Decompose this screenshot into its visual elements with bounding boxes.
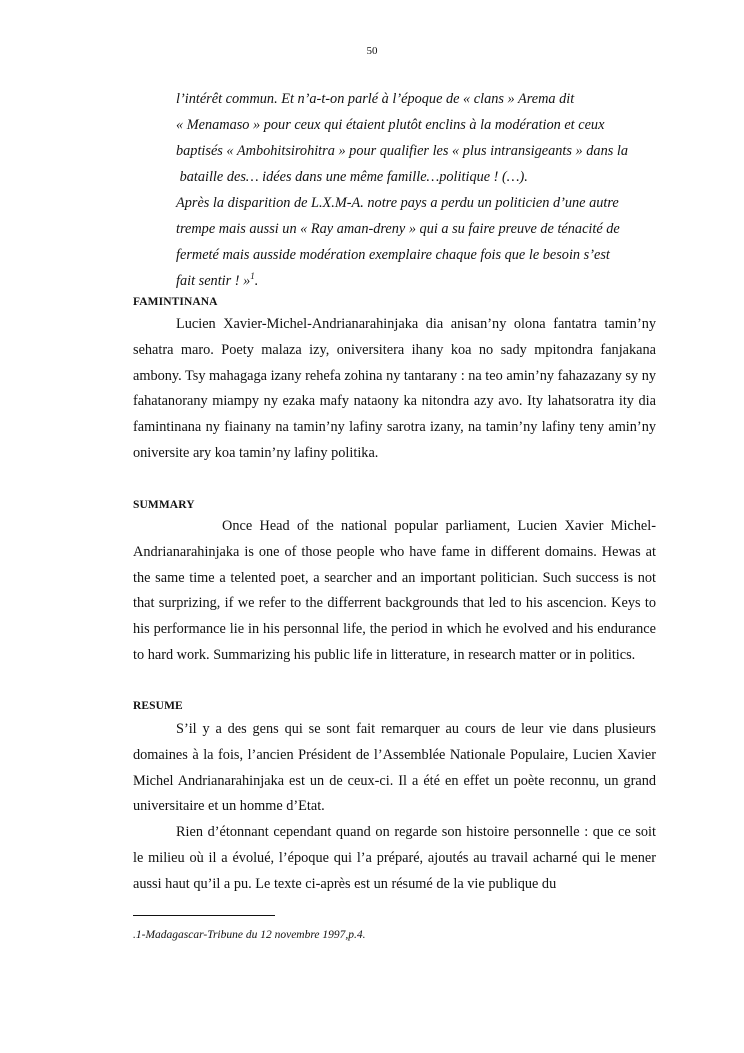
quote-last-line xyxy=(176,268,660,294)
quote-line: fermeté mais ausside modération exemplaire chaque fois que le besoin s’est xyxy=(176,247,610,263)
footnote-separator xyxy=(133,915,275,916)
summary-heading: SUMMARY xyxy=(133,499,195,511)
quote-line: l’intérêt commun. Et n’a-t-on parlé à l’époque de « clans » Arema dit xyxy=(176,91,575,107)
quotation-block xyxy=(176,86,660,294)
quote-last-line-text: fait sentir ! » xyxy=(176,273,251,289)
footnote-reference: 1 xyxy=(250,271,255,282)
quote-line: « Menamaso » pour ceux qui étaient plutôt enclins à la modération et ceux xyxy=(176,117,605,133)
summary-paragraph: Once Head of the national popular parliament, Lucien Xavier Michel-Andrianarahinjaka is one of those people who have fame in different domains. Hewas at the same time a telented poet, a searcher and an important politician. Such success is not that surprizing, if we refer to the differrent backgrounds that led to his ascencion. Keys to his performance lie in his personnal life, the period in which he evolved and his endurance to hard work. Summarizing his public life in litterature, in research matter or in politics. xyxy=(133,518,656,663)
quote-line: baptisés « Ambohitsirohitra » pour qualifier les « plus intransigeants » dans la xyxy=(176,143,628,159)
famintinana-paragraph: Lucien Xavier-Michel-Andrianarahinjaka dia anisan’ny olona fantatra tamin’ny sehatra maro. Poety malaza izy, oniversitera ihany koa no sady mpitondra fanjakana ambony. Tsy mahagaga izany rehefa zohina ny tantarany : na teo amin’ny fahazazany sy ny fahatanorany miampy ny ezaka mafy nataony ka nitondra azy avo. Ity lahatsoratra ity dia famintinana ny fiainany na tamin’ny lafiny sarotra izany, na tamin’ny lafiny teny amin’ny oniversite ary koa tamin’ny lafiny politika. xyxy=(133,316,657,461)
famintinana-heading: FAMINTINANA xyxy=(133,296,218,308)
resume-paragraph-1: S’il y a des gens qui se sont fait remarquer au cours de leur vie dans plusieurs domaines à la fois, l’ancien Président de l’Assemblée Nationale Populaire, Lucien Xavier Michel Andrianarahinjaka est un de ceux-ci. Il a été en effet un poète reconnu, un grand universitaire et un homme d’Etat. xyxy=(133,721,656,815)
quote-last-line-end: . xyxy=(254,273,259,289)
quote-line: trempe mais aussi un « Ray aman-dreny » qui a su faire preuve de ténacité de xyxy=(176,221,620,237)
quote-line: Après la disparition de L.X.M-A. notre pays a perdu un politicien d’une autre xyxy=(176,195,619,211)
footnote: .1-Madagascar-Tribune du 12 novembre 1997,p.4. xyxy=(133,929,366,941)
resume-paragraph-2: Rien d’étonnant cependant quand on regarde son histoire personnelle : que ce soit le milieu où il a évolué, l’époque qui l’a préparé, ajoutés au travail acharné qui le mener aussi haut qu’il a pu. Le texte ci-après est un résumé de la vie publique du xyxy=(133,824,656,892)
page-number: 50 xyxy=(366,45,378,57)
resume-heading: RESUME xyxy=(133,700,183,712)
quote-line: bataille des… idées dans une même famille…politique ! (…). xyxy=(176,169,528,185)
